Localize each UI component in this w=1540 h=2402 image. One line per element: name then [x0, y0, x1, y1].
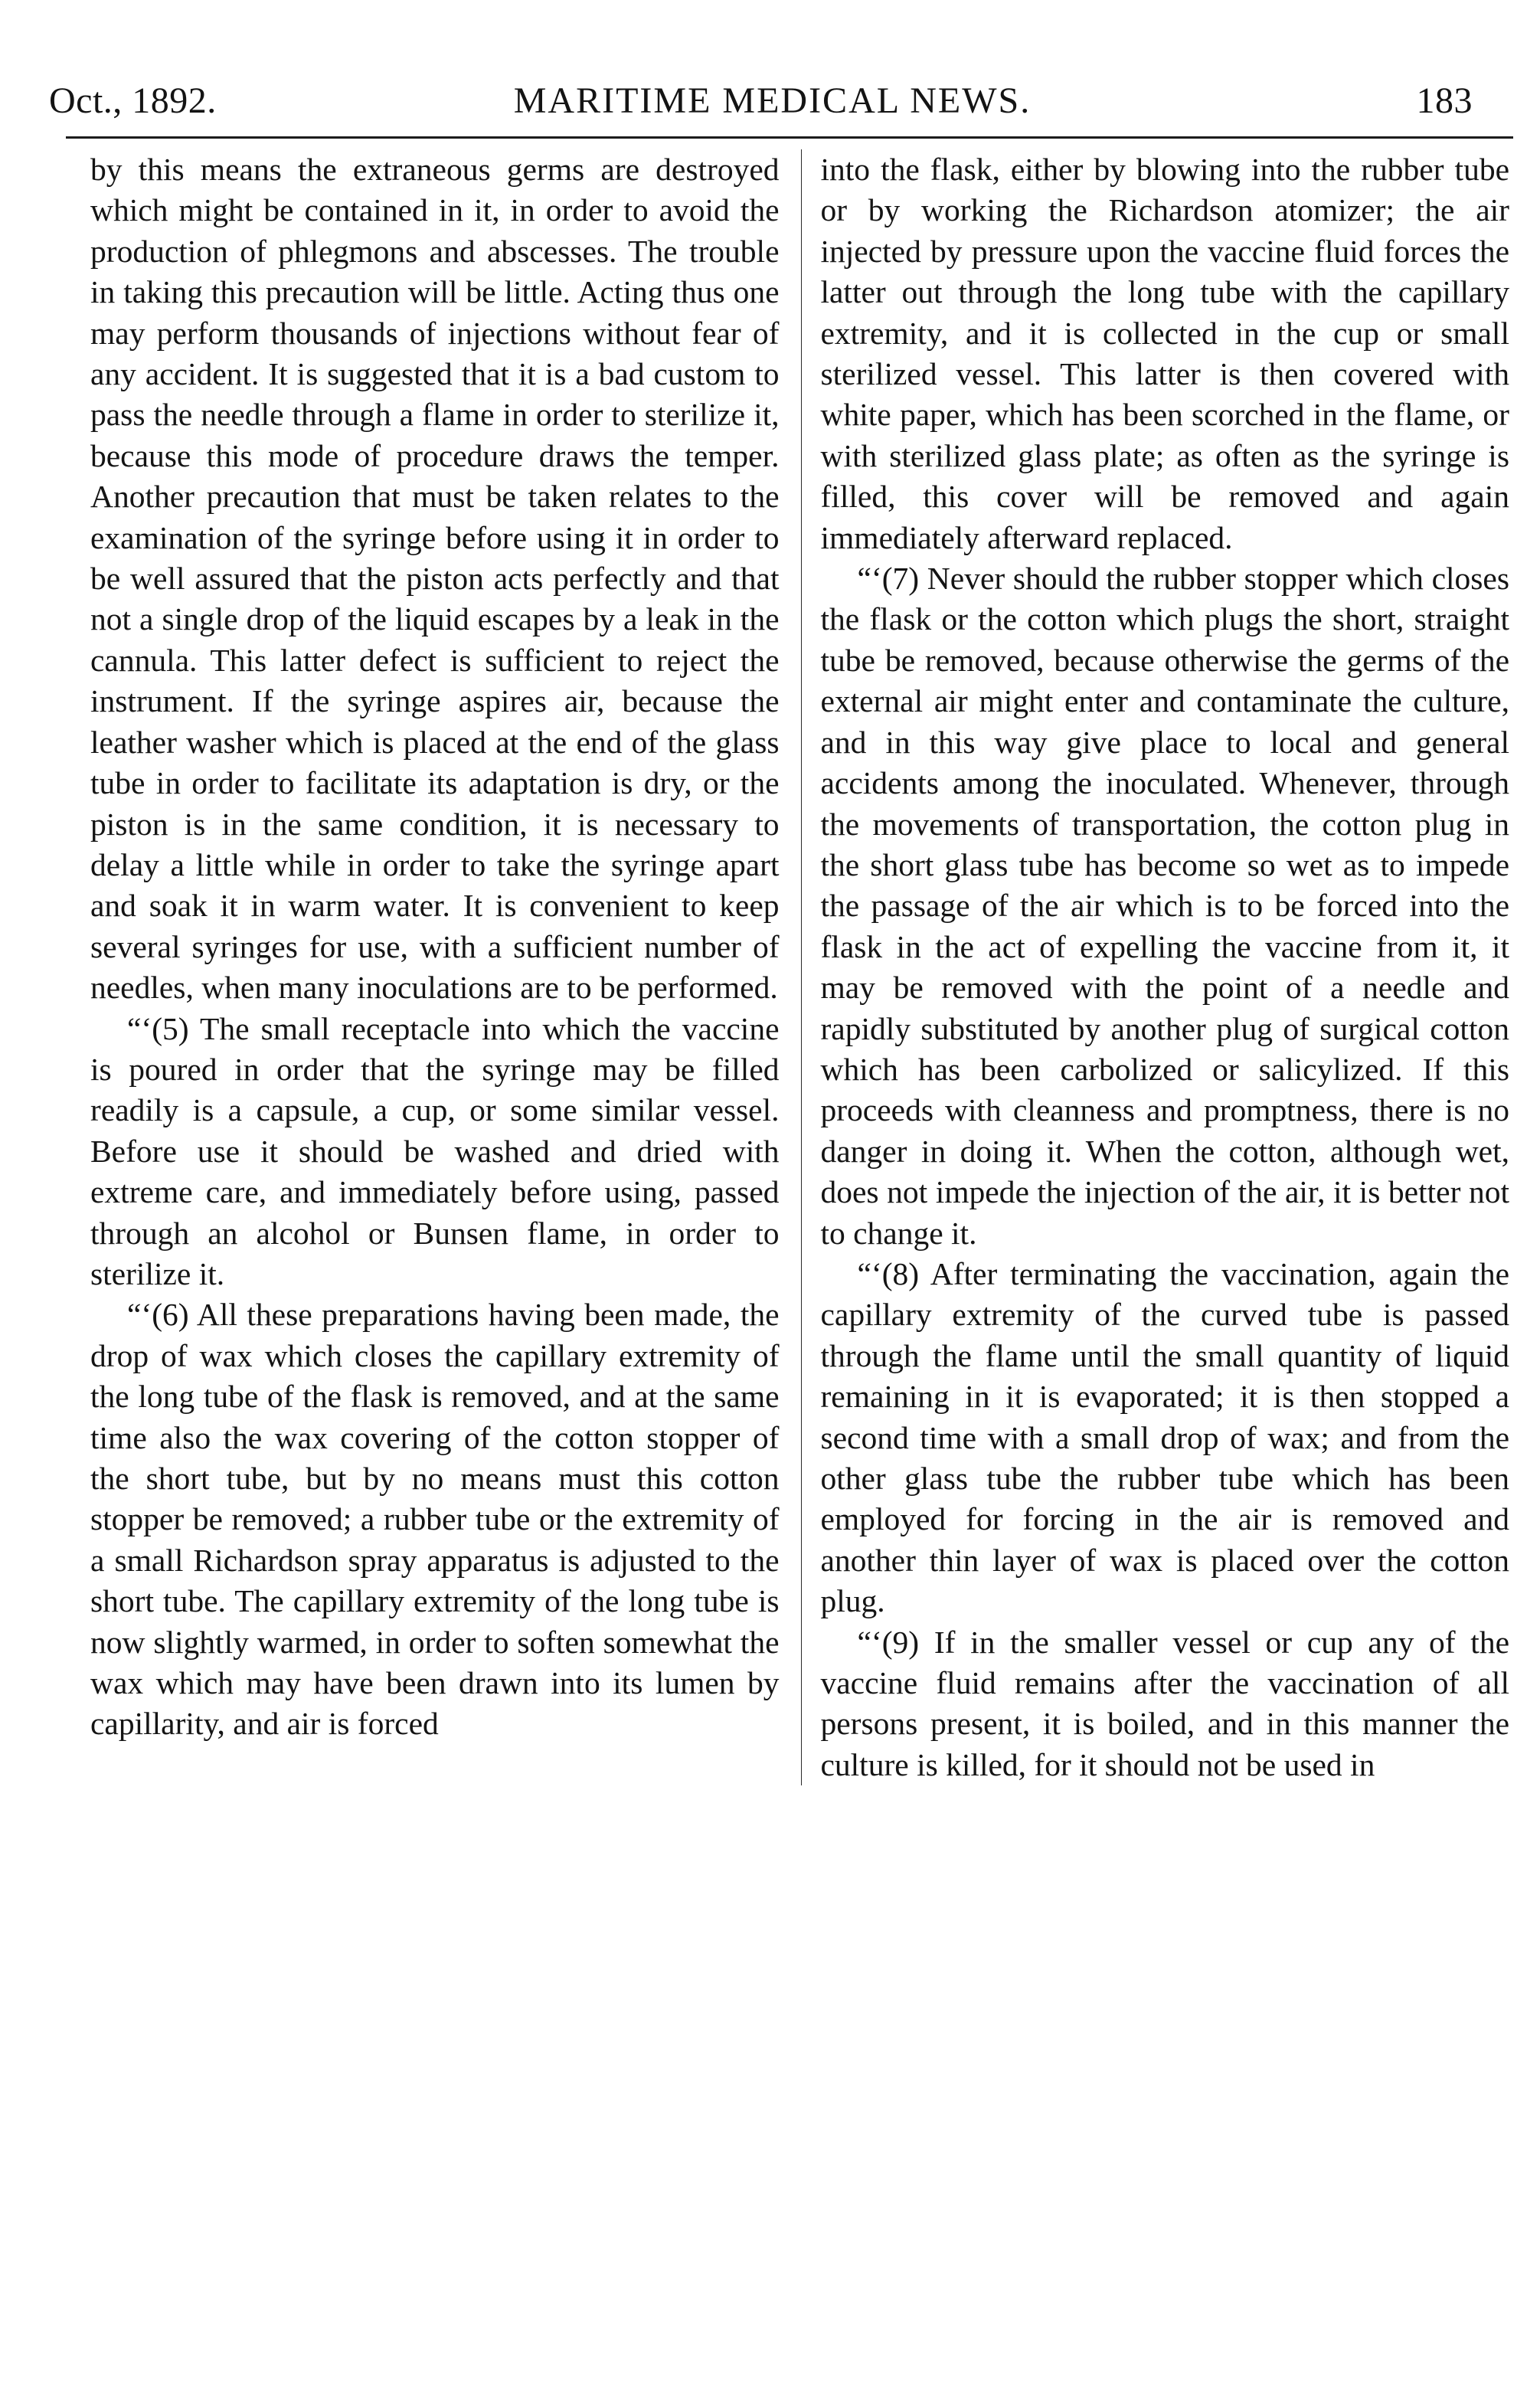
header-page-number: 183 — [1416, 80, 1473, 121]
text-columns — [35, 149, 1509, 1785]
right-paragraph-item-9: “‘(9) If in the smaller vessel or cup any of the vaccine fluid remains after the vaccination of all persons present, it is boiled, and in this manner the culture is killed, for it should not be used in — [820, 1624, 1509, 1782]
right-column — [820, 149, 1509, 1785]
left-column — [90, 149, 780, 1785]
left-paragraph-continuation: by this means the extraneous germs are destroyed which might be contained in it, in order to avoid the production of phlegmons and abscesses. The trouble in taking this precaution will be little. Acting thus one may perform thousands of injections without fear of any accident. It is suggested that it is a bad custom to pass the needle through a flame in order to sterilize it, because this mode of procedure draws the temper. Another precaution that must be taken relates to the examination of the syringe before using it in order to be well assured that the piston acts perfectly and that not a single drop of the liquid escapes by a leak in the cannula. This latter defect is sufficient to reject the instrument. If the syringe aspires air, because the leather washer which is placed at the end of the glass tube in order to facilitate its adaptation is dry, or the piston is in the same condition, it is necessary to delay a little while in order to take the syringe apart and soak it in warm water. It is convenient to keep several syringes for use, with a sufficient number of needles, when many inoculations are to be performed. — [90, 152, 780, 1006]
header-rule — [66, 136, 1513, 139]
running-header — [35, 77, 1509, 126]
right-paragraph-item-8: “‘(8) After terminating the vaccination, again the capillary extremity of the curved tube is passed through the flame until the small quantity of liquid remaining in it is evaporated; it is then stopped a second time with a small drop of wax; and from the other glass tube the rubber tube which has been employed for forcing in the air is removed and another thin layer of wax is placed over the cotton plug. — [820, 1255, 1509, 1619]
column-divider — [801, 149, 803, 1785]
right-paragraph-continuation: into the flask, either by blowing into the rubber tube or by working the Richardson atomizer; the air injected by pressure upon the vaccine fluid forces the latter out through the long tube with the capillary extremity, and it is collected in the cup or small sterilized vessel. This latter is then covered with white paper, which has been scorched in the flame, or with sterilized glass plate; as often as the syringe is filled, this cover will be removed and again immediately afterward replaced. — [820, 152, 1509, 555]
right-paragraph-item-7: “‘(7) Never should the rubber stopper which closes the flask or the cotton which plugs the short, straight tube be removed, because otherwise the germs of the external air might enter and contaminate the culture, and in this way give place to local and general accidents among the inoculated. Whenever, through the movements of transportation, the cotton plug in the short glass tube has become so wet as to impede the passage of the air which is to be forced into the flask in the act of expelling the vaccine from it, it may be removed with the point of a needle and rapidly substituted by another plug of surgical cotton which has been carbolized or salicylized. If this proceeds with cleanness and promptness, there is no danger in doing it. When the cotton, although wet, does not impede the injection of the air, it is better not to change it. — [820, 561, 1509, 1251]
header-date: Oct., 1892. — [49, 80, 217, 121]
left-paragraph-item-6: “‘(6) All these preparations having been made, the drop of wax which closes the capillary extremity of the long tube of the flask is removed, and at the same time also the wax covering of the cotton stopper of the short tube, but by no means must this cotton stopper be removed; a rubber tube or the extremity of a small Richardson spray apparatus is adjusted to the short tube. The capillary extremity of the long tube is now slightly warmed, in order to soften somewhat the wax which may have been drawn into its lumen by capillarity, and air is forced — [90, 1297, 780, 1742]
header-journal-title: MARITIME MEDICAL NEWS. — [513, 80, 1032, 121]
left-paragraph-item-5: “‘(5) The small receptacle into which the vaccine is poured in order that the syringe may be filled readily is a capsule, a cup, or some similar vessel. Before use it should be washed and dried with extreme care, and immediately before using, passed through an alcohol or Bunsen flame, in order to sterilize it. — [90, 1010, 780, 1291]
